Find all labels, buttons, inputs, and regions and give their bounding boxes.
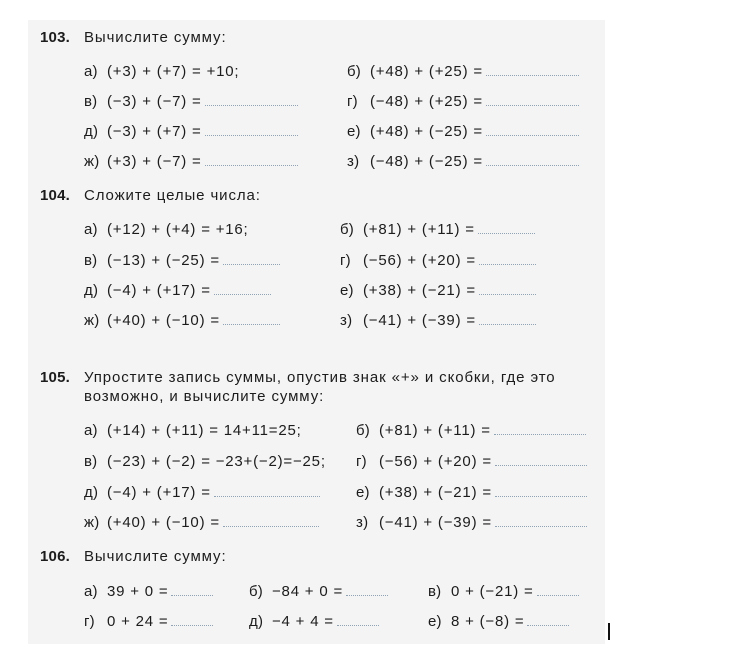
answer-blank — [495, 513, 587, 527]
exercise-item — [84, 251, 280, 271]
answer-blank — [479, 251, 536, 265]
item-label: в) — [84, 453, 98, 470]
exercise-item — [84, 62, 239, 82]
item-label: е) — [340, 282, 354, 299]
exercise-number: 104. — [40, 187, 70, 204]
answer-blank — [537, 582, 579, 596]
item-expression: (−13) + (−25) = — [107, 252, 220, 269]
answer-blank — [223, 311, 280, 325]
item-expression: (+3) + (−7) = — [107, 153, 202, 170]
answer-blank — [223, 513, 319, 527]
exercise-instruction: Вычислите сумму: — [84, 548, 227, 565]
item-expression: (+40) + (−10) = — [107, 514, 220, 531]
answer-blank — [486, 92, 579, 106]
exercise-number: 106. — [40, 548, 70, 565]
answer-blank — [171, 582, 213, 596]
exercise-instruction: Вычислите сумму: — [84, 29, 227, 46]
item-expression: (−48) + (−25) = — [370, 153, 483, 170]
exercise-item — [428, 612, 569, 632]
item-expression: (−41) + (−39) = — [363, 312, 476, 329]
item-expression: (+81) + (+11) = — [379, 422, 491, 439]
answer-blank — [205, 92, 298, 106]
item-expression: −4 + 4 = — [272, 613, 334, 630]
answer-blank — [223, 251, 280, 265]
exercise-item — [84, 582, 213, 602]
answer-blank — [495, 452, 587, 466]
item-label: б) — [356, 422, 370, 439]
exercise-item — [84, 152, 298, 172]
exercise-item — [347, 122, 579, 142]
exercise-106 — [0, 547, 620, 637]
exercise-103 — [0, 28, 620, 178]
answer-blank — [486, 62, 579, 76]
exercise-item — [84, 513, 319, 533]
exercise-item — [347, 92, 579, 112]
item-label: г) — [340, 252, 351, 269]
item-label: е) — [347, 123, 361, 140]
item-expression: (+38) + (−21) = — [363, 282, 476, 299]
item-label: а) — [84, 422, 98, 439]
exercise-item — [356, 452, 587, 472]
item-label: г) — [356, 453, 367, 470]
item-expression: (+48) + (−25) = — [370, 123, 483, 140]
item-expression: (−4) + (+17) = — [107, 282, 211, 299]
item-label: з) — [356, 514, 369, 531]
item-expression: 39 + 0 = — [107, 583, 169, 600]
item-expression: (+40) + (−10) = — [107, 312, 220, 329]
item-label: з) — [340, 312, 353, 329]
item-label: д) — [249, 613, 264, 630]
item-expression: (−3) + (−7) = — [107, 93, 202, 110]
answer-blank — [479, 311, 536, 325]
item-label: в) — [84, 252, 98, 269]
exercise-item — [340, 281, 536, 301]
item-expression: (−48) + (+25) = — [370, 93, 483, 110]
exercise-item — [356, 513, 587, 533]
item-label: в) — [428, 583, 442, 600]
item-label: з) — [347, 153, 360, 170]
exercise-item — [347, 62, 579, 82]
item-expression: (+81) + (+11) = — [363, 221, 475, 238]
answer-blank — [479, 281, 536, 295]
item-expression: (−4) + (+17) = — [107, 484, 211, 501]
item-label: е) — [356, 484, 370, 501]
exercise-number: 103. — [40, 29, 70, 46]
item-label: б) — [347, 63, 361, 80]
item-label: д) — [84, 484, 99, 501]
item-expression: 0 + (−21) = — [451, 583, 534, 600]
item-label: е) — [428, 613, 442, 630]
exercise-instruction: Упростите запись суммы, опустив знак «+» и скобки, где это — [84, 369, 556, 386]
exercise-104 — [0, 186, 620, 336]
answer-blank — [214, 483, 320, 497]
exercise-item — [84, 281, 271, 301]
item-expression: (−41) + (−39) = — [379, 514, 492, 531]
item-label: б) — [340, 221, 354, 238]
item-label: б) — [249, 583, 263, 600]
exercise-item — [340, 220, 535, 240]
exercise-item — [84, 483, 320, 503]
exercise-item — [84, 220, 249, 240]
exercise-item — [340, 311, 536, 331]
exercise-instruction: возможно, и вычислите сумму: — [84, 388, 325, 405]
exercise-105 — [0, 368, 620, 538]
item-expression: (+12) + (+4) = +16; — [107, 221, 249, 238]
item-expression: (+14) + (+11) = 14+11=25; — [107, 422, 302, 439]
exercise-item — [249, 612, 379, 632]
answer-blank — [205, 122, 298, 136]
exercise-item — [356, 421, 586, 441]
exercise-item — [84, 92, 298, 112]
item-expression: (+3) + (+7) = +10; — [107, 63, 240, 80]
item-expression: −84 + 0 = — [272, 583, 344, 600]
item-label: а) — [84, 63, 98, 80]
answer-blank — [214, 281, 271, 295]
answer-blank — [478, 220, 535, 234]
item-label: ж) — [84, 153, 100, 170]
answer-blank — [486, 152, 579, 166]
exercise-item — [84, 122, 298, 142]
item-label: а) — [84, 221, 98, 238]
exercise-item — [356, 483, 587, 503]
answer-blank — [337, 612, 379, 626]
item-label: ж) — [84, 514, 100, 531]
item-expression: (+48) + (+25) = — [370, 63, 483, 80]
item-expression: 0 + 24 = — [107, 613, 169, 630]
item-label: д) — [84, 282, 99, 299]
exercise-instruction: Сложите целые числа: — [84, 187, 261, 204]
item-label: ж) — [84, 312, 100, 329]
exercise-item — [84, 421, 302, 441]
item-expression: (−56) + (+20) = — [379, 453, 492, 470]
item-label: г) — [347, 93, 358, 110]
item-label: д) — [84, 123, 99, 140]
exercise-item — [347, 152, 579, 172]
exercise-item — [340, 251, 536, 271]
item-expression: 8 + (−8) = — [451, 613, 525, 630]
answer-blank — [486, 122, 579, 136]
item-label: а) — [84, 583, 98, 600]
item-label: г) — [84, 613, 95, 630]
item-expression: (−56) + (+20) = — [363, 252, 476, 269]
text-cursor — [608, 623, 610, 640]
exercise-item — [249, 582, 388, 602]
exercise-item — [84, 311, 280, 331]
answer-blank — [495, 483, 587, 497]
item-expression: (−23) + (−2) = −23+(−2)=−25; — [107, 453, 326, 470]
exercise-item — [84, 452, 326, 472]
exercise-item — [428, 582, 579, 602]
item-expression: (−3) + (+7) = — [107, 123, 202, 140]
exercise-item — [84, 612, 213, 632]
item-label: в) — [84, 93, 98, 110]
answer-blank — [205, 152, 298, 166]
answer-blank — [494, 421, 586, 435]
answer-blank — [527, 612, 569, 626]
answer-blank — [171, 612, 213, 626]
exercise-number: 105. — [40, 369, 70, 386]
item-expression: (+38) + (−21) = — [379, 484, 492, 501]
answer-blank — [346, 582, 388, 596]
